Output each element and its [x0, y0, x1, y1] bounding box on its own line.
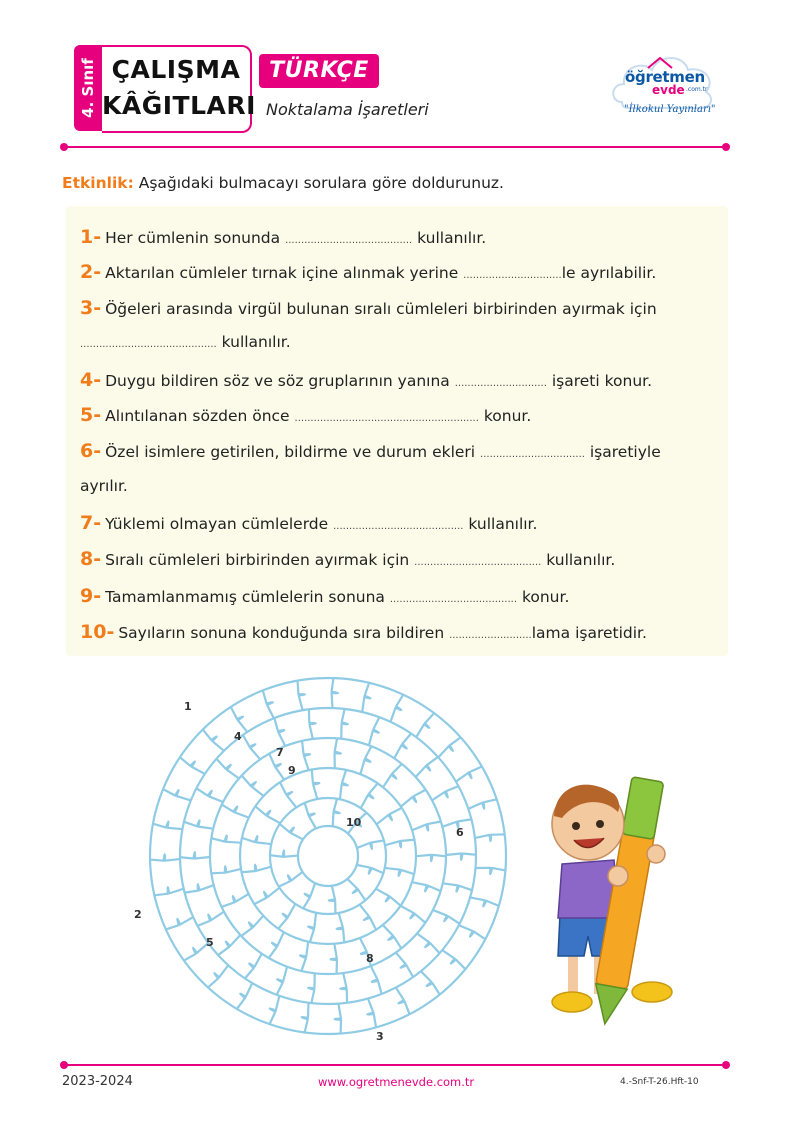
puzzle-piece-edge	[396, 953, 413, 978]
question-8: 8- Sıralı cümleleri birbirinden ayırmak için ........................................ kullanılır.	[80, 548, 616, 570]
puzzle-piece-edge	[277, 967, 287, 995]
puzzle-number-label: 7	[276, 746, 284, 759]
puzzle-piece-edge	[302, 1003, 309, 1033]
boy-with-crayon-illustration	[548, 764, 674, 1034]
puzzle-piece-edge	[367, 998, 376, 1027]
footer-code: 4.-Snf-T-26.Hft-10	[620, 1077, 699, 1087]
puzzle-piece-edge	[242, 776, 264, 796]
puzzle-piece-edge	[333, 799, 340, 827]
puzzle-piece-edge	[280, 824, 303, 839]
question-number: 4-	[80, 369, 102, 391]
puzzle-piece-edge	[163, 789, 191, 800]
logo-brand-bottom: evde	[652, 83, 685, 97]
puzzle-piece-edge	[383, 925, 402, 948]
puzzle-piece-edge	[329, 886, 336, 914]
logo-tagline: "İlkokul Yayınları"	[624, 104, 716, 115]
puzzle-piece-edge	[394, 734, 411, 759]
puzzle-piece-edge	[305, 803, 316, 829]
question-2: 2- Aktarılan cümleler tırnak içine alınmak yerine ...............................le ayrılabilir.	[80, 261, 657, 283]
question-number: 7-	[80, 512, 102, 534]
puzzle-piece-edge	[241, 916, 263, 936]
puzzle-piece-edge	[369, 717, 379, 745]
puzzle-piece-edge	[180, 852, 210, 858]
puzzle-piece-edge	[340, 973, 347, 1003]
puzzle-piece-edge	[218, 935, 240, 955]
puzzle-piece-edge	[385, 868, 414, 876]
puzzle-piece-edge	[416, 757, 438, 777]
puzzle-piece-edge	[242, 865, 271, 873]
puzzle-piece-edge	[312, 770, 320, 799]
puzzle-piece-edge	[231, 707, 247, 732]
answer-blank: ...........................................	[80, 339, 217, 350]
question-10: 10- Sayıların sonuna konduğunda sıra bildiren ..........................lama işaretidir.	[80, 621, 647, 643]
puzzle-piece-edge	[270, 850, 298, 856]
question-number: 9-	[80, 585, 102, 607]
answer-blank: .............................	[454, 378, 547, 389]
grade-tab	[74, 45, 102, 131]
puzzle-piece-edge	[203, 729, 224, 750]
puzzle-ring	[298, 826, 358, 886]
puzzle-piece-edge	[417, 934, 440, 954]
question-6-continued: ayrılır.	[80, 477, 128, 495]
puzzle-piece-edge	[245, 954, 262, 979]
puzzle-piece-edge	[361, 783, 378, 808]
footer-year: 2023-2024	[62, 1074, 133, 1089]
puzzle-piece-edge	[211, 866, 241, 873]
puzzle-piece-edge	[208, 965, 228, 987]
puzzle-piece-edge	[357, 865, 384, 874]
puzzle-piece-edge	[300, 942, 308, 971]
puzzle-piece-edge	[196, 788, 223, 802]
logo-brand-top: öğretmen	[625, 68, 705, 86]
puzzle-piece-edge	[263, 690, 274, 718]
puzzle-piece-edge	[421, 971, 440, 994]
puzzle-piece-edge	[432, 786, 458, 800]
puzzle-piece-edge	[357, 840, 384, 848]
puzzle-piece-edge	[308, 913, 316, 942]
puzzle-number-label: 1	[184, 700, 192, 713]
puzzle-piece-edge	[298, 681, 305, 711]
instruction-text: Aşağıdaki bulmacayı sorulara göre doldurunuz.	[133, 174, 504, 192]
puzzle-number-label: 4	[234, 730, 242, 743]
answer-blank: ........................................	[389, 594, 518, 605]
question-6: 6- Özel isimlere getirilen, bildirme ve durum ekleri ................................. işaretiyle	[80, 440, 661, 462]
title-box	[102, 45, 256, 133]
title-line-1: ÇALIŞMA	[111, 55, 241, 84]
puzzle-piece-edge	[416, 713, 434, 737]
puzzle-piece-edge	[459, 925, 486, 939]
puzzle-piece-edge	[376, 889, 401, 906]
puzzle-piece-edge	[385, 840, 414, 848]
puzzle-piece-edge	[309, 709, 316, 739]
question-number: 3-	[80, 297, 102, 319]
puzzle-piece-edge	[222, 894, 249, 907]
puzzle-piece-edge	[341, 709, 348, 739]
instruction	[62, 174, 504, 192]
question-number: 2-	[80, 261, 102, 283]
puzzle-piece-edge	[433, 910, 460, 924]
publisher-logo	[608, 46, 720, 128]
puzzle-piece-edge	[412, 882, 441, 891]
puzzle-piece-edge	[390, 695, 403, 722]
puzzle-piece-edge	[331, 944, 337, 974]
answer-blank: ..........................................................	[294, 413, 479, 424]
puzzle-piece-edge	[254, 888, 279, 904]
puzzle-piece-edge	[476, 868, 506, 874]
question-4: 4- Duygu bildiren söz ve söz gruplarının yanına ............................. işareti konur.	[80, 369, 653, 391]
puzzle-number-label: 5	[206, 936, 214, 949]
puzzle-number-label: 8	[366, 952, 374, 965]
answer-blank: ........................................	[285, 235, 413, 246]
puzzle-piece-edge	[337, 913, 345, 942]
puzzle-ring	[210, 738, 446, 974]
grade-label: 4. Sınıf	[79, 58, 97, 118]
puzzle-number-label: 6	[456, 826, 464, 839]
puzzle-piece-edge	[360, 905, 376, 930]
puzzle-piece-edge	[468, 799, 496, 809]
puzzle-piece-edge	[332, 678, 338, 708]
answer-blank: ...............................	[463, 270, 562, 281]
question-number: 8-	[80, 548, 102, 570]
answer-blank: .................................	[480, 449, 585, 460]
puzzle-piece-edge	[347, 879, 365, 900]
puzzle-piece-edge	[185, 884, 214, 892]
puzzle-piece-edge	[360, 746, 371, 774]
puzzle-piece-edge	[475, 834, 505, 841]
puzzle-piece-edge	[274, 718, 285, 746]
puzzle-piece-edge	[377, 808, 402, 824]
puzzle-piece-edge	[150, 854, 180, 860]
topic-title: Noktalama İşaretleri	[266, 100, 429, 119]
puzzle-piece-edge	[237, 983, 252, 1009]
puzzle-piece-edge	[270, 996, 280, 1024]
puzzle-piece-edge	[222, 805, 249, 818]
puzzle-piece-edge	[443, 883, 472, 891]
question-7: 7- Yüklemi olmayan cümlelerde ......................................... kullanılır.	[80, 512, 538, 534]
puzzle-piece-edge	[242, 836, 271, 844]
puzzle-piece-edge	[446, 853, 476, 859]
puzzle-piece-edge	[438, 737, 460, 757]
puzzle-piece-edge	[362, 683, 370, 712]
question-number: 6-	[80, 440, 102, 462]
puzzle-number-label: 3	[376, 1030, 384, 1043]
puzzle-piece-edge	[216, 759, 239, 779]
question-9: 9- Tamamlanmamış cümlelerin sonuna ........................................ konur.	[80, 585, 570, 607]
puzzle-number-label: 9	[288, 764, 296, 777]
puzzle-piece-edge	[243, 735, 260, 760]
answer-blank: ........................................	[414, 557, 542, 568]
instruction-label: Etkinlik:	[62, 174, 134, 192]
puzzle-piece-edge	[269, 932, 284, 958]
puzzle-piece-edge	[153, 822, 183, 830]
footer-website: www.ogretmenevde.com.tr	[318, 1075, 475, 1089]
puzzle-piece-edge	[412, 821, 441, 830]
question-1: 1- Her cümlenin sonunda ........................................ kullanılır.	[80, 226, 487, 248]
puzzle-piece-edge	[184, 820, 213, 828]
puzzle-piece-edge	[280, 782, 296, 807]
puzzle-piece-edge	[470, 897, 499, 906]
question-number: 1-	[80, 226, 102, 248]
puzzle-number-label: 10	[346, 816, 362, 829]
puzzle-number-label: 2	[134, 908, 142, 921]
puzzle-piece-edge	[278, 904, 295, 929]
logo-domain: .com.tr	[686, 86, 708, 93]
puzzle-piece-edge	[211, 836, 241, 843]
puzzle-piece-edge	[401, 790, 426, 807]
puzzle-piece-edge	[180, 757, 205, 774]
puzzle-piece-edge	[184, 943, 208, 961]
puzzle-piece-edge	[371, 966, 382, 994]
puzzle-piece-edge	[442, 950, 465, 969]
puzzle-piece-edge	[302, 741, 310, 770]
question-number: 10-	[80, 621, 115, 643]
puzzle-piece-edge	[154, 887, 183, 895]
subject-badge: TÜRKÇE	[259, 54, 379, 88]
puzzle-piece-edge	[401, 906, 426, 923]
puzzle-piece-edge	[308, 973, 315, 1003]
puzzle-piece-edge	[166, 917, 193, 929]
puzzle-piece-edge	[198, 912, 224, 926]
header-divider	[64, 146, 726, 148]
question-3-continued: ........................................... kullanılır.	[80, 333, 291, 351]
puzzle-piece-edge	[416, 855, 446, 861]
question-number: 5-	[80, 404, 102, 426]
puzzle-piece-edge	[335, 1004, 341, 1034]
question-3: 3- Öğeleri arasında virgül bulunan sıralı cümleleri birbirinden ayırmak için	[80, 297, 657, 319]
footer-divider	[64, 1064, 726, 1066]
puzzle-ring	[240, 768, 416, 944]
puzzle-piece-edge	[340, 770, 348, 799]
puzzle-piece-edge	[383, 764, 402, 787]
circular-puzzle	[118, 676, 538, 1046]
title-line-2: KÂĞITLARI	[102, 91, 256, 120]
puzzle-piece-edge	[279, 872, 303, 887]
answer-blank: .........................................	[333, 521, 464, 532]
puzzle-piece-edge	[396, 988, 410, 1015]
puzzle-piece-edge	[456, 767, 482, 782]
puzzle-piece-edge	[303, 883, 315, 908]
question-5: 5- Alıntılanan sözden önce .......................................................... konur.	[80, 404, 532, 426]
puzzle-piece-edge	[255, 806, 280, 823]
answer-blank: ..........................	[449, 630, 532, 641]
puzzle-piece-edge	[335, 738, 341, 768]
